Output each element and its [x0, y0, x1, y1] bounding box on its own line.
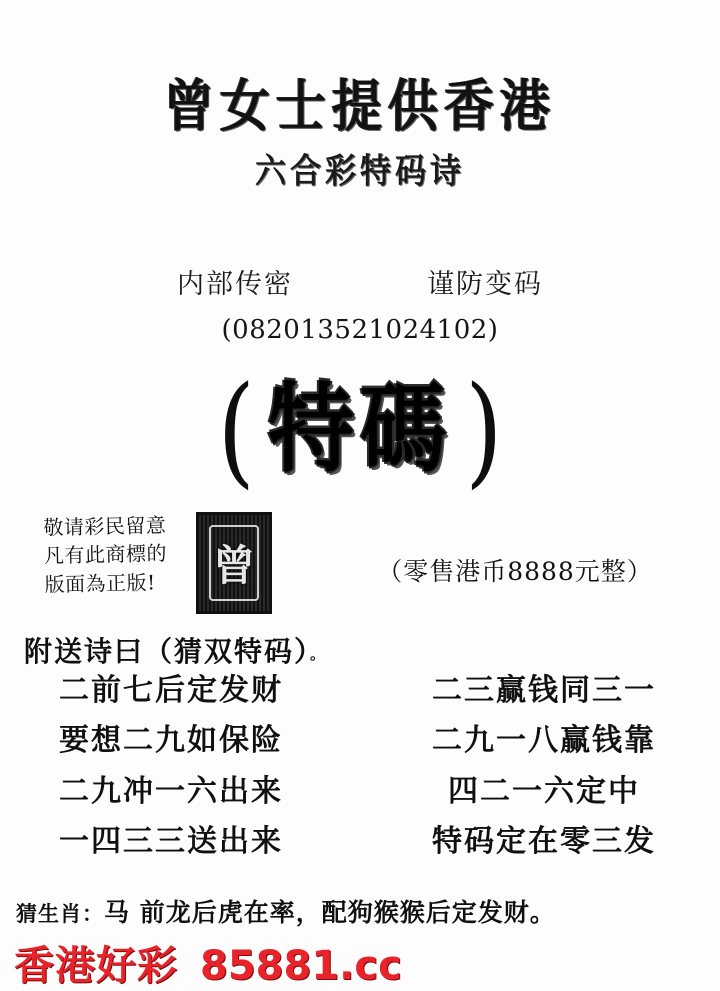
poem-grid: [0, 672, 720, 862]
feature-word: 特碼: [268, 372, 452, 486]
notice-row: [0, 262, 720, 301]
poem-heading-tail: 。: [310, 645, 328, 663]
poem-line: 一四三三送出来: [59, 824, 283, 860]
site-url[interactable]: 85881.cc: [200, 943, 402, 989]
poem-line: 二前七后定发财: [59, 673, 283, 708]
poem-line: 特码定在零三发: [432, 824, 656, 860]
page-subtitle: 六合彩特码诗: [255, 151, 465, 192]
brand-name: 香港好彩: [14, 943, 178, 989]
zodiac-text: 马 前龙后虎在率，配狗猴猴后定发财。: [104, 898, 556, 927]
poem-line: 要想二九如保险: [59, 723, 283, 759]
retail-price: （零售港币8888元整）: [377, 557, 653, 586]
note-line-3: 版面為正版!: [44, 570, 156, 597]
page-title: 曾女士提供香港: [164, 72, 556, 139]
note-line-2: 凡有此商標的: [43, 541, 168, 569]
notice-left: 内部传密: [177, 269, 293, 300]
authenticity-note: [43, 510, 205, 599]
zodiac-label: 猜生肖：: [16, 901, 104, 926]
seal-glyph: 曾: [212, 541, 256, 590]
note-line-1: 敬请彩民留意: [43, 513, 167, 540]
feature-word-block: [0, 360, 720, 500]
poem-line: 二三赢钱同三一: [432, 673, 656, 708]
right-paren: ): [465, 360, 503, 500]
poem-line: 四二一六定中: [448, 773, 640, 809]
poem-line: 二九冲一六出来: [59, 773, 283, 809]
notice-right: 谨防变码: [427, 269, 543, 300]
trademark-seal-icon: [196, 512, 272, 614]
poem-line: 二九一八赢钱靠: [432, 723, 656, 759]
zodiac-line: [16, 893, 716, 929]
serial-number: (082013521024102): [221, 315, 499, 345]
left-paren: (: [217, 360, 255, 500]
poem-heading-text: 附送诗曰（猜双特码）: [24, 635, 311, 668]
footer-brand-block: [14, 934, 402, 991]
poem-heading: [24, 630, 327, 670]
